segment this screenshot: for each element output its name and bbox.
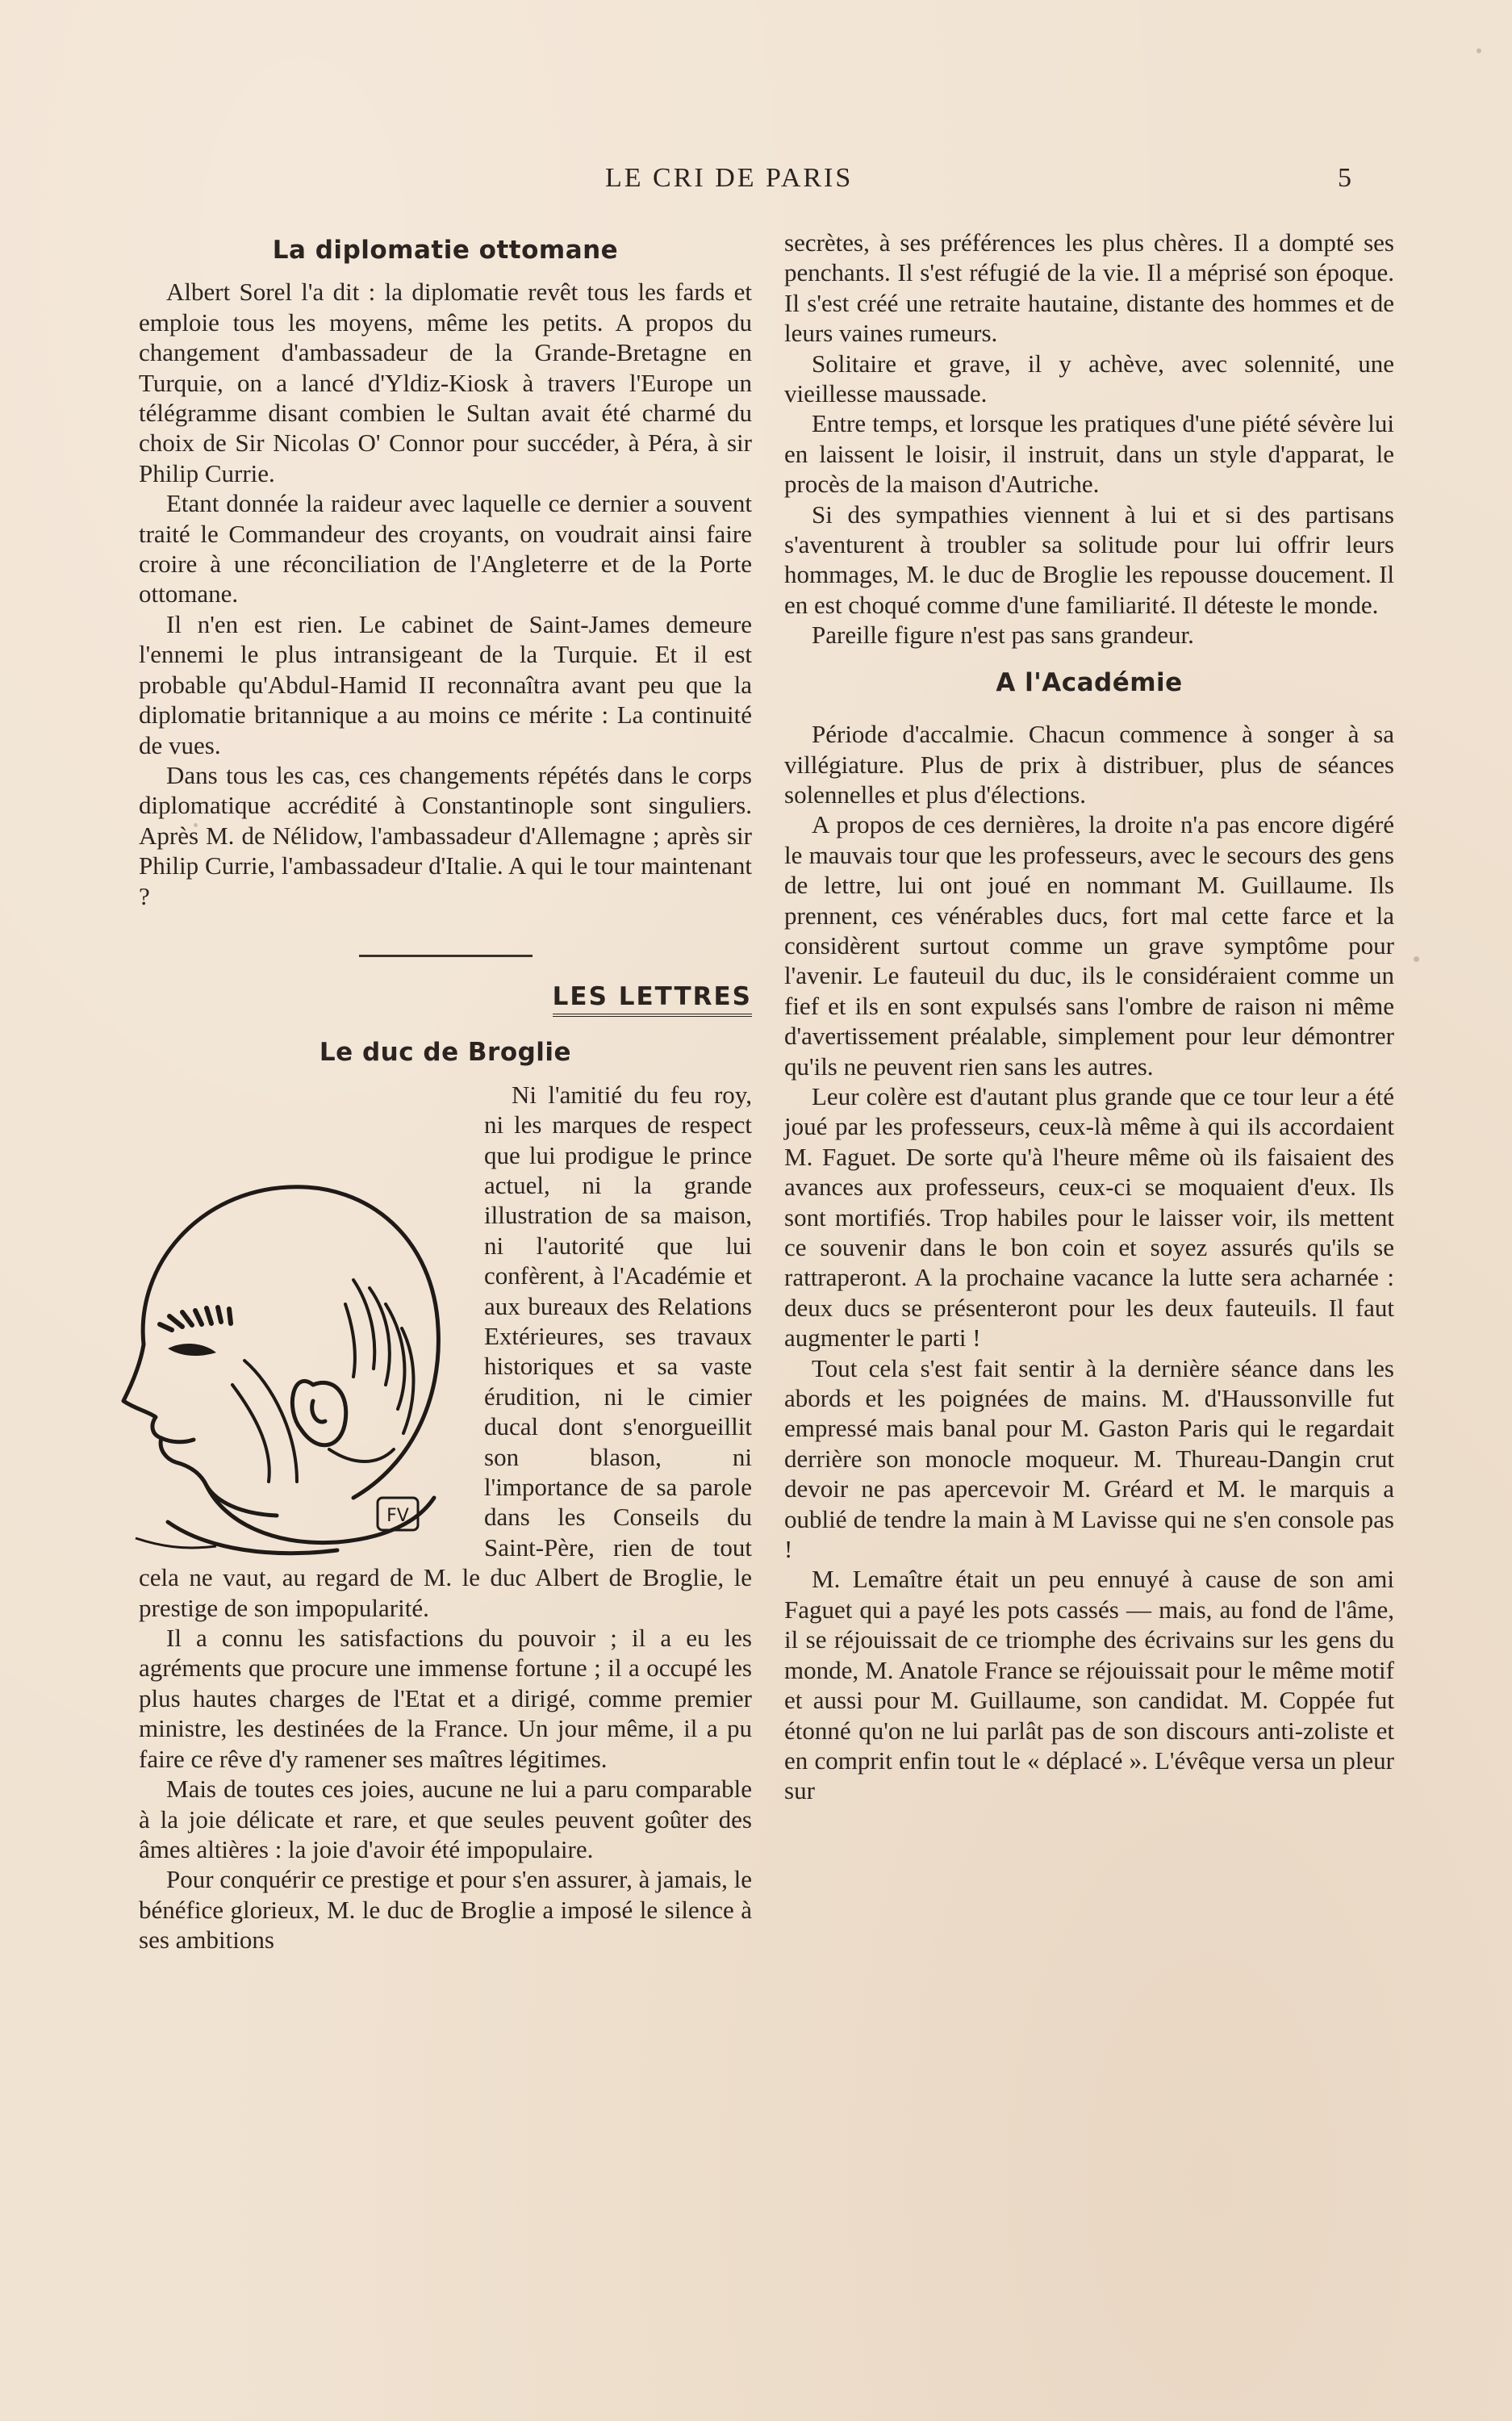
paragraph: Entre temps, et lorsque les pratiques d'une piété sévère lui en laissent le loisir, il instruit, dans un style d'apparat, le procès de la maison d'Autriche. xyxy=(784,409,1394,499)
article-title-academie: A l'Académie xyxy=(996,667,1183,697)
page-number: 5 xyxy=(1338,163,1351,193)
paragraph: Mais de toutes ces joies, aucune ne lui a paru comparable à la joie délicate et rare, et que seules peuvent goûter des âmes altières : la joie d'avoir été impopulaire. xyxy=(139,1775,752,1863)
paragraph: Pour conquérir ce prestige et pour s'en assurer, à jamais, le bénéfice glorieux, M. le duc de Broglie a imposé le silence à ses ambitions xyxy=(139,1865,752,1955)
paragraph: Etant donnée la raideur avec laquelle ce dernier a souvent traité le Commandeur des croyants, on voudrait ainsi faire croire à une réconciliation de l'Angleterre et de la Porte ottomane. xyxy=(139,489,752,608)
running-title: LE CRI DE PARIS xyxy=(605,163,854,193)
paragraph: A propos de ces dernières, la droite n'a pas encore digéré le mauvais tour que les professeurs, avec le secours des gens de lettre, lui ont joué en nommant M. Guillaume. Ils prennent, ces vénérables ducs, fort mal cette farce et la considèrent surtout comme un grave symptôme pour l'avenir. Le fauteuil du duc, ils le considéraient comme un fief et ils en sont expulsés sans l'ombre de raison ni même d'avertissement préalable, simplement pour leur démontrer qu'ils ne peuvent rien sans les autres. xyxy=(784,810,1394,1081)
paragraph: Période d'accalmie. Chacun commence à songer à sa villégiature. Plus de prix à distribuer, plus de séances solennelles et plus d'élections. xyxy=(784,720,1394,809)
section-divider-rule xyxy=(359,955,533,957)
paper-speck xyxy=(1414,956,1419,962)
paragraph: M. Lemaître était un peu ennuyé à cause de son ami Faguet qui a payé les pots cassés — mais, au fond de l'âme, il se réjouissait de ce triomphe des écrivains sur les gens du monde, M. Anatole France se réjouissait pour le même motif et aussi pour M. Guillaume, son candidat. M. Coppée fut étonné qu'on ne lui parlât pas de son discours anti-zoliste et en comprit enfin tout le « déplacé ». L'évêque versa un pleur sur xyxy=(784,1565,1394,1805)
paragraph-continued: secrètes, à ses préférences les plus chères. Il a dompté ses penchants. Il s'est réfugié de la vie. Il a méprisé son époque. Il s'est créé une retraite hautaine, distante des hommes et de leurs vaines rumeurs. xyxy=(784,228,1394,348)
paragraph: Il n'en est rien. Le cabinet de Saint-James demeure l'ennemi le plus intransigeant de la Turquie. Et il est probable qu'Abdul-Hamid II reconnaîtra avant peu que la diplomatie britannique a au moins ce mérite : La continuité de vues. xyxy=(139,609,752,759)
article-title-duc-de-broglie: Le duc de Broglie xyxy=(319,1038,572,1068)
right-column xyxy=(784,228,1394,1806)
paragraph: Albert Sorel l'a dit : la diplomatie revêt tous les fards et emploie tous les moyens, même les petits. A propos du changement d'ambassadeur de la Grande-Bretagne en Turquie, on a lancé d'Yldiz-Kiosk à travers l'Europe un télégramme disant combien le Sultan avait été charmé du choix de Sir Nicolas O' Connor pour succéder, à Péra, à sir Philip Currie. xyxy=(139,278,752,487)
paragraph: Il a connu les satisfactions du pouvoir ; il a eu les agréments que procure une immense fortune ; il a occupé les plus hautes charges de l'Etat et a dirigé, comme premier ministre, les destinées de la France. Un jour même, il a pu faire ce rêve d'y ramener ses maîtres légitimes. xyxy=(139,1624,752,1773)
rubric-container xyxy=(139,981,752,1017)
paragraph: Leur colère est d'autant plus grande que ce tour leur a été joué par les professeurs, ceux-là même à qui ils accordaient M. Faguet. De sorte qu'à l'heure même où ils faisaient des avances aux professeurs, ceux-ci se moquaient d'eux. Ils sont mortifiés. Trop habiles pour le laisser voir, ils mettent ce souvenir dans le bon coin et soyez assurés qu'ils se rattraperont. A la prochaine vacance la lutte sera acharnée : deux ducs se présenteront pour les deux fauteuils. Il faut augmenter le parti ! xyxy=(784,1081,1394,1353)
paragraph: Tout cela s'est fait sentir à la dernière séance dans les abords et les poignées de mains. M. d'Haussonville fut empressé mais banal pour M. Gaston Paris qui le regardait derrière son monocle moqueur. M. Thureau-Dangin crut devoir ne pas apercevoir M. Gréard et M. le marquis a oublié de tendre la main à M Lavisse qui ne s'en console pas ! xyxy=(784,1353,1394,1564)
paragraph: Solitaire et grave, il y achève, avec solennité, une vieillesse maussade. xyxy=(784,349,1394,408)
left-column xyxy=(139,228,752,1955)
paper-speck xyxy=(1476,48,1481,53)
section-rubric-les-lettres: LES LETTRES xyxy=(553,982,752,1017)
paragraph-text: Ni l'amitié du feu roy, ni les marques de respect que lui prodigue le prince actuel, ni la grande illustration de sa maison, ni l'autorité que lui confèrent, à l'Académie et aux bureaux des Relations Extérieures, ses travaux historiques et sa vaste érudition, ni le cimier ducal dont s'enorgueillit son blason, ni l'importance de sa parole dans les Conseils du Saint-Père, rien de tout cela ne vaut, au regard de M. le duc Albert de Broglie, le prestige de son impopularité. xyxy=(139,1080,752,1622)
article-title-diplomatie: La diplomatie ottomane xyxy=(272,236,619,265)
page-header xyxy=(0,163,1512,203)
paragraph: Si des sympathies viennent à lui et si des partisans s'aventurent à troubler sa solitude pour lui offrir leurs hommages, M. le duc de Broglie les repousse doucement. Il en est choqué comme d'une familiarité. Il déteste le monde. xyxy=(784,500,1394,619)
portrait-illustration-duc-de-broglie xyxy=(111,1143,474,1562)
monogram-fv: FV xyxy=(386,1505,409,1526)
paragraph: Pareille figure n'est pas sans grandeur. xyxy=(812,621,1194,650)
paragraph: Dans tous les cas, ces changements répétés dans le corps diplomatique accrédité à Constantinople sont singuliers. Après M. de Nélidow, l'ambassadeur d'Allemagne ; après sir Philip Currie, l'ambassadeur d'Italie. A qui le tour maintenant ? xyxy=(139,760,752,910)
portrait-drawing xyxy=(111,1143,474,1562)
